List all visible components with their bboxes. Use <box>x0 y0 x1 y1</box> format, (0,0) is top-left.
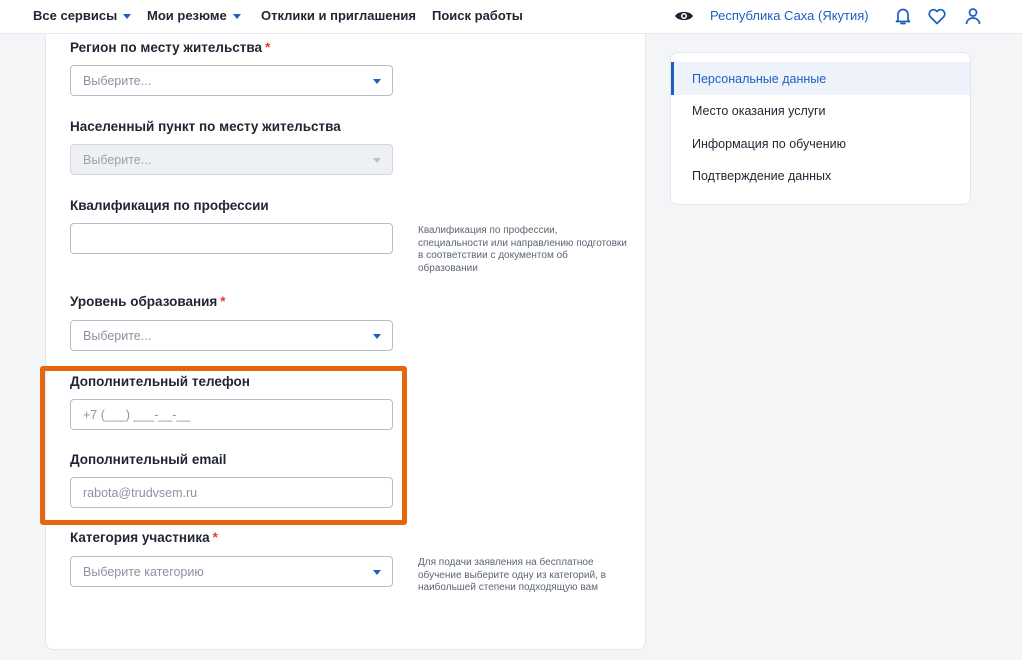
qualification-input[interactable] <box>70 223 393 254</box>
required-mark: * <box>212 530 218 545</box>
region-select[interactable] <box>70 65 393 96</box>
eye-icon[interactable] <box>674 8 694 24</box>
locality-select-value: Выберите... <box>83 152 152 167</box>
nav-job-search[interactable]: Поиск работы <box>432 8 523 23</box>
category-select-value: Выберите категорию <box>83 564 204 579</box>
chevron-down-icon <box>373 158 381 163</box>
education-select-value: Выберите... <box>83 328 152 343</box>
top-navigation <box>0 0 1022 34</box>
chevron-down-icon <box>373 79 381 84</box>
qualification-hint: Квалификация по профессии, специальности или направлению подготовки в соответствии с документом об образовании <box>418 225 627 274</box>
sidebar-item-service-location[interactable]: Место оказания услуги <box>692 103 826 118</box>
region-label-text: Регион по месту жительства <box>70 40 263 55</box>
region-label <box>70 40 270 55</box>
category-select[interactable] <box>70 556 393 587</box>
user-icon[interactable] <box>962 5 984 27</box>
category-hint: Для подачи заявления на бесплатное обучение выберите одну из категорий, в наибольшей степени подходящую вам <box>418 557 606 593</box>
education-label-text: Уровень образования <box>70 294 218 309</box>
chevron-down-icon <box>233 14 241 19</box>
education-label <box>70 294 226 309</box>
nav-all-services[interactable] <box>33 8 131 23</box>
highlight-frame <box>40 366 407 525</box>
email-label: Дополнительный email <box>70 452 227 467</box>
category-label-text: Категория участника <box>70 530 210 545</box>
sidebar-item-training-info[interactable]: Информация по обучению <box>692 136 847 151</box>
nav-all-services-label: Все сервисы <box>33 8 118 23</box>
phone-label: Дополнительный телефон <box>70 374 250 389</box>
nav-my-resumes[interactable] <box>147 8 241 23</box>
locality-label: Населенный пункт по месту жительства <box>70 119 341 134</box>
sidebar-item-data-confirmation[interactable]: Подтверждение данных <box>692 168 832 183</box>
education-select[interactable] <box>70 320 393 351</box>
sidebar-item-personal-data[interactable]: Персональные данные <box>671 62 971 95</box>
chevron-down-icon <box>123 14 131 19</box>
region-selector[interactable]: Республика Саха (Якутия) <box>710 8 869 23</box>
region-select-value: Выберите... <box>83 73 152 88</box>
required-mark: * <box>265 40 271 55</box>
category-label <box>70 530 218 545</box>
bell-icon[interactable] <box>892 5 914 27</box>
nav-my-resumes-label: Мои резюме <box>147 8 227 23</box>
heart-icon[interactable] <box>926 5 948 27</box>
qualification-label: Квалификация по профессии <box>70 198 269 213</box>
nav-responses[interactable]: Отклики и приглашения <box>261 8 416 23</box>
chevron-down-icon <box>373 570 381 575</box>
section-navigation <box>670 52 971 205</box>
chevron-down-icon <box>373 334 381 339</box>
locality-select <box>70 144 393 175</box>
required-mark: * <box>220 294 226 309</box>
